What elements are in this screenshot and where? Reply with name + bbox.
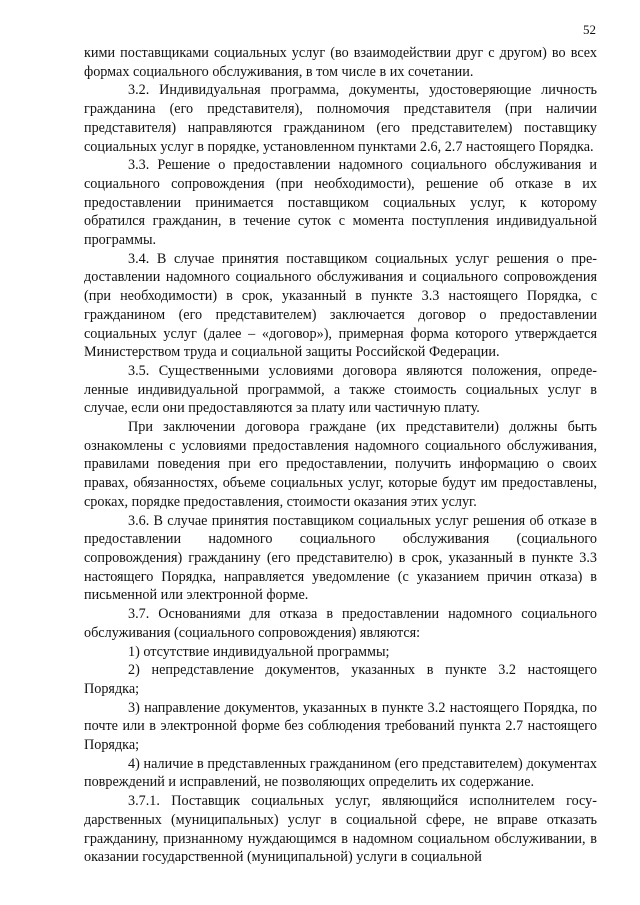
- paragraph: кими поставщиками социальных услуг (во взаимодействии друг с другом) во всех формах социального обслуживания, в том числе в их сочетании.: [84, 45, 597, 80]
- page-number: 52: [583, 22, 596, 37]
- paragraph: 3.7. Основаниями для отказа в предоставлении надомного социального обслуживания (социального сопровождения) являются:: [84, 606, 597, 641]
- paragraph: При заключении договора граждане (их представители) должны быть ознакомлены с условиями предоставления надомного социального обслуживания, правилами поведения при его предоставлении, получить информацию о своих правах, обязанностях, объеме социальных услуг, которые будут им предоставлены, сроках, порядке предоставления, стоимости оказания этих услуг.: [84, 419, 597, 510]
- paragraph: 3.4. В случае принятия поставщиком социальных услуг решения о предоставлении надомного социального обслуживания и социального сопровождения (при необходимости) в срок, указанный в пункте 3.3 настоящего Порядка, с гражданином (его представителем) заключается договор о предоставлении социальных услуг (далее – «договор»), примерная форма которого утверждается Министерством труда и социальной защиты Российской Федерации.: [84, 250, 597, 361]
- document-body: [84, 44, 597, 867]
- list-item: 1) отсутствие индивидуальной программы;: [128, 643, 390, 660]
- paragraph: 3.2. Индивидуальная программа, документы, удостоверяющие личность гражданина (его представителя), полномочия представителя (при наличии представителя) направляются гражданином (его представителем) поставщику социальных услуг в порядке, установленном пунктами 2.6, 2.7 настоящего Порядка.: [84, 82, 597, 155]
- paragraph: 3.6. В случае принятия поставщиком социальных услуг решения об отказе в предоставлении надомного социального обслуживания (социального сопровождения) гражданину (его представителю) в срок, указанный в пункте 3.3 настоящего Порядка, направляется уведомление (с указанием причин отказа) в письменной или электронной форме.: [84, 512, 597, 604]
- paragraph: 3.3. Решение о предоставлении надомного социального обслуживания и социального сопровождения (при необходимости), решение об отказе в их предоставлении принимается поставщиком социальных услуг, к которому обратился гражданин, в течение суток с момента поступления индивидуальной программы.: [84, 157, 597, 249]
- paragraph: 3.7.1. Поставщик социальных услуг, являющийся исполнителем государственных (муниципальных) услуг в социальной сфере, не вправе отказать гражданину, признанному нуждающимся в надомном социальном обслуживании, в оказании государственной (муниципальной) услуги в социальной: [84, 793, 597, 866]
- list-item: 2) непредставление документов, указанных в пункте 3.2 настоящего Порядка;: [84, 662, 597, 697]
- paragraph: 3.5. Существенными условиями договора являются положения, определенные индивидуальной программой, а также стоимость социальных услуг в случае, если они предоставляются за плату или частичную плату.: [84, 362, 597, 417]
- list-item: 4) наличие в представленных гражданином (его представителем) документах повреждений и исправлений, не позволяющих определить их содержание.: [84, 755, 597, 791]
- list-item: 3) направление документов, указанных в пункте 3.2 настоящего Порядка, по почте или в электронной форме без соблюдения требований пункта 2.7 настоящего Порядка;: [84, 699, 597, 754]
